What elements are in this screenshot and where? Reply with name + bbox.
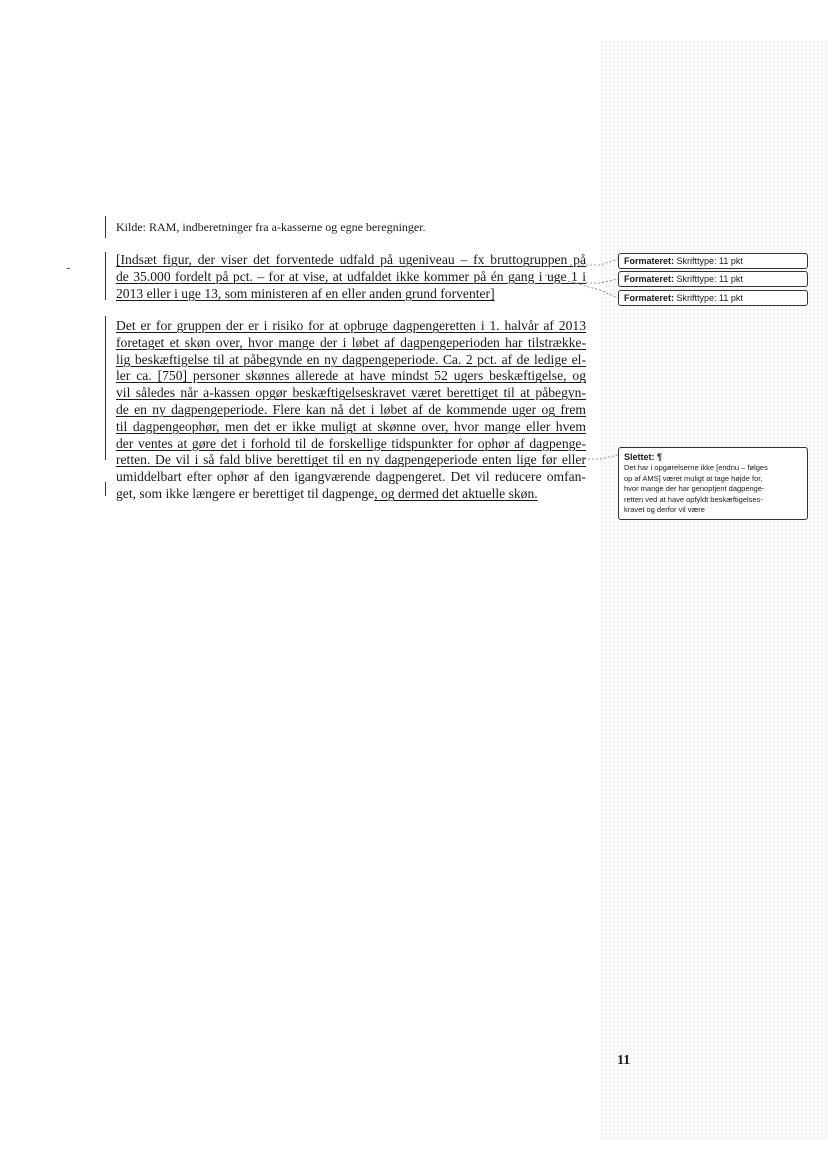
body-line-text: get, som ikke længere er berettiget til dagpenge bbox=[116, 485, 375, 501]
format-balloon[interactable] bbox=[618, 253, 808, 269]
figure-note-line: 2013 eller i uge 13, som ministeren af en eller anden grund forventer] bbox=[116, 285, 495, 301]
balloon-text: Skrifttype: 11 pkt bbox=[676, 256, 743, 266]
body-line: umiddelbart efter ophør af den igangværende dagpengeret. Det vil reducere omfan- bbox=[116, 469, 586, 485]
deleted-balloon-line: Det har i opgørelserne ikke [endnu – følges bbox=[624, 463, 768, 472]
deleted-balloon-line: hvor mange der har genoptjent dagpenge- bbox=[624, 484, 765, 493]
body-line: vil således når a-kassen opgør beskæftigelseskravet været berettiget til at påbegyn- bbox=[116, 385, 586, 401]
source-line: Kilde: RAM, indberetninger fra a-kasserne og egne beregninger. bbox=[116, 220, 426, 234]
deleted-balloon-line: kravet og derfor vil være bbox=[624, 505, 705, 514]
body-line: retten. De vil i så fald blive berettiget til en ny dagpengeperiode enten lige før eller bbox=[116, 452, 586, 468]
inserted-text: , og dermed det aktuelle skøn. bbox=[374, 485, 538, 501]
body-line: lig beskæftigelse til at påbegynde en ny dagpengeperiode. Ca. 2 pct. af de ledige el- bbox=[116, 351, 586, 367]
deleted-balloon-line: op af AMS] været muligt at tage højde for, bbox=[624, 473, 763, 483]
balloon-label: Formateret: bbox=[624, 293, 675, 303]
balloon-label: Formateret: bbox=[624, 274, 675, 284]
format-balloon[interactable] bbox=[618, 271, 808, 287]
deleted-text-balloon[interactable] bbox=[618, 447, 808, 520]
body-line: foretaget et skøn over, hvor mange der i løbet af dagpengeperioden har tilstrække- bbox=[116, 334, 586, 350]
deleted-balloon-title: Slettet: ¶ bbox=[624, 452, 663, 462]
balloon-label: Formateret: bbox=[624, 256, 675, 266]
figure-note-line: [Indsæt figur, der viser det forventede udfald på ugeniveau – fx bruttogruppen på bbox=[116, 252, 586, 267]
body-line: de en ny dagpengeperiode. Flere kan nå det i løbet af de kommende uger og frem bbox=[116, 401, 586, 417]
format-balloon[interactable] bbox=[618, 290, 808, 306]
body-line: til dagpengeophør, men det er ikke muligt at skønne over, hvor mange eller hvem bbox=[116, 418, 586, 434]
balloon-text: Skrifttype: 11 pkt bbox=[676, 274, 743, 284]
deleted-balloon-line: retten ved at have opfyldt beskæftigelses- bbox=[624, 494, 763, 504]
body-line: ler ca. [750] personer skønnes allerede at have mindst 52 ugers beskæftigelse, og bbox=[116, 368, 586, 384]
page-number: 11 bbox=[617, 1053, 631, 1068]
balloon-text: Skrifttype: 11 pkt bbox=[676, 293, 743, 303]
body-line: Det er for gruppen der er i risiko for at opbruge dagpengeretten i 1. halvår af 2013 bbox=[116, 318, 586, 333]
figure-note-line: de 35.000 fordelt på pct. – for at vise, at udfaldet ikke kommer på én gang i uge 1 i bbox=[116, 268, 586, 284]
body-line: der ventes at gøre det i forhold til de forskellige tidspunkter for ophør af dagpenge- bbox=[116, 435, 586, 451]
